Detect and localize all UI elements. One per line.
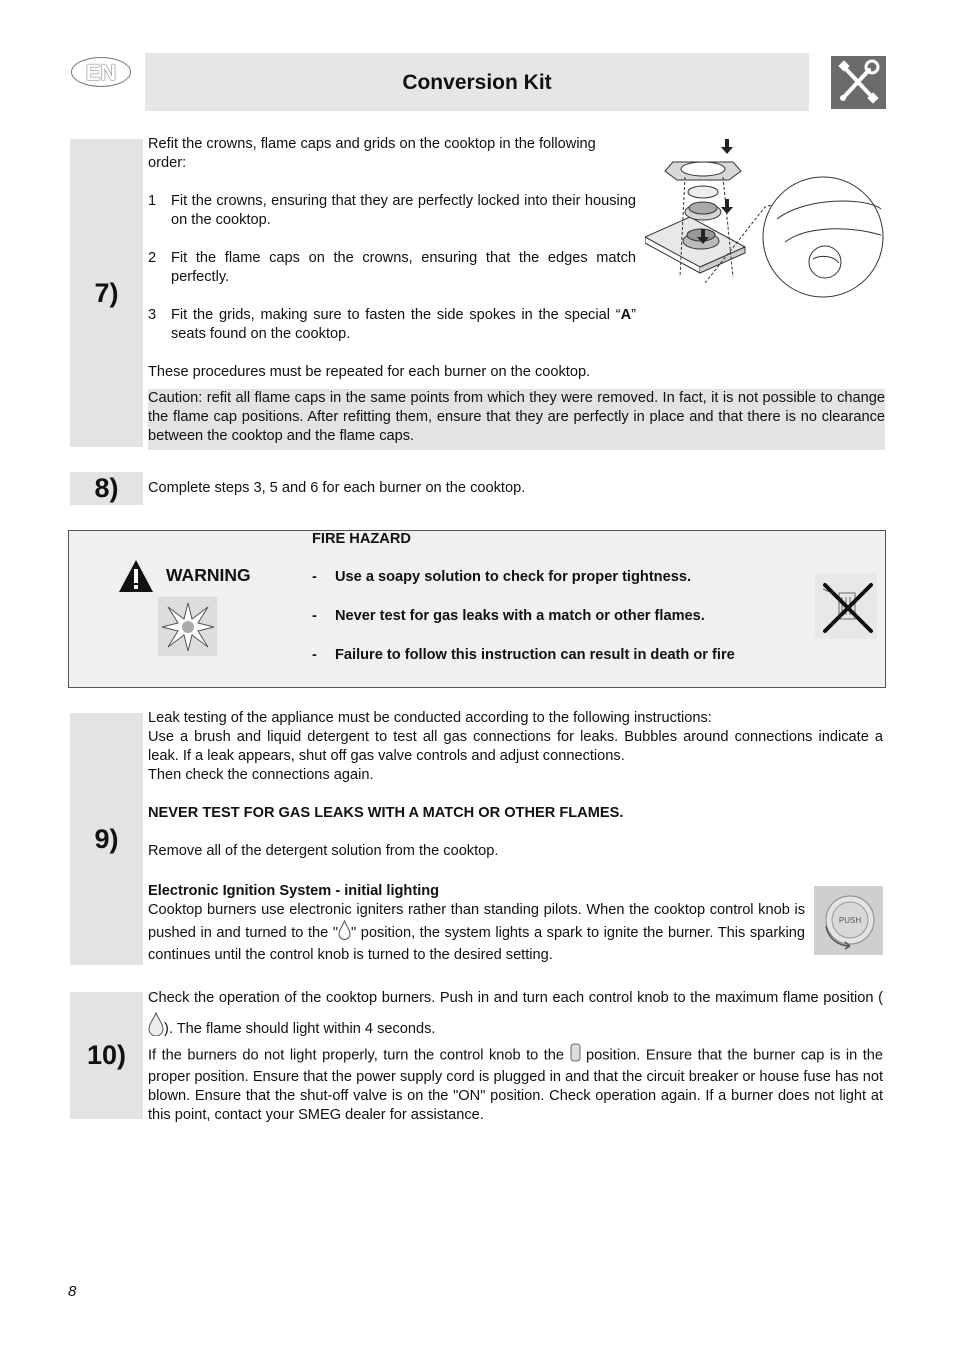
list-item: 2 Fit the flame caps on the crowns, ensuring that the edges match perfectly. bbox=[148, 250, 636, 285]
spark-flame-icon bbox=[338, 920, 351, 946]
ignition-section bbox=[148, 882, 805, 965]
list-item: - Use a soapy solution to check for proper tightness. bbox=[312, 569, 691, 585]
step-9-body: Leak testing of the appliance must be conducted according to the following instructions: Use a brush and liquid detergent to test all gas connections for leaks. Bubbles around connections indicate a leak. If a leak appears, shut off gas valve controls and adjust connections. Then check the connections again. NEVER TEST FOR GAS LEAKS WITH A MATCH OR OTHER FLAMES. Remove all of the detergent solution from the cooktop. bbox=[148, 710, 883, 859]
warning-list bbox=[312, 568, 802, 665]
off-position-icon bbox=[570, 1043, 581, 1068]
burner-assembly-illustration bbox=[645, 137, 887, 309]
push-knob-label: PUSH bbox=[838, 916, 862, 925]
step-10-number: 10) bbox=[70, 992, 143, 1119]
list-item: - Failure to follow this instruction can result in death or fire bbox=[312, 647, 735, 663]
step-10-body: Check the operation of the cooktop burners. Push in and turn each control knob to the maximum flame position (). The flame should light within 4 seconds. If the burners do not light properly, turn the control knob to the position. Ensure that the burner cap is in the proper position. Ensure that the power supply cord is plugged in and that the circuit breaker or house fuse has not blown. Ensure that the shut-off valve is on the "ON" position. Check operation again. If a burner does not light at this point, contact your SMEG dealer for assistance. bbox=[148, 990, 883, 1123]
spacer bbox=[148, 287, 636, 306]
step-7-body bbox=[148, 135, 636, 382]
step-7-intro: Refit the crowns, flame caps and grids on the cooktop in the following order: bbox=[148, 136, 596, 171]
page-title: Conversion Kit bbox=[402, 70, 552, 94]
language-badge: EN bbox=[71, 57, 131, 87]
no-match-test-icon bbox=[815, 573, 877, 639]
spacer bbox=[148, 230, 636, 249]
push-knob-icon bbox=[814, 886, 883, 955]
caution-note: Caution: refit all flame caps in the same points from which they were removed. In fact, it is not possible to change the flame cap positions. After refitting them, ensure that they are perfectly in place and that there is no clearance between the cooktop and the flame caps. bbox=[148, 389, 885, 450]
list-item: 1 Fit the crowns, ensuring that they are perfectly locked into their housing on the cooktop. bbox=[148, 193, 636, 228]
warning-triangle-icon bbox=[118, 559, 154, 593]
explosion-icon bbox=[158, 597, 217, 656]
tools-icon bbox=[831, 56, 886, 109]
max-flame-icon bbox=[148, 1012, 164, 1046]
warning-label: WARNING bbox=[166, 565, 251, 585]
step-7-repeat-note: These procedures must be repeated for each burner on the cooktop. bbox=[148, 364, 591, 380]
page-number: 8 bbox=[68, 1283, 77, 1300]
ignition-title: Electronic Ignition System - initial lighting bbox=[148, 883, 440, 899]
list-item: - Never test for gas leaks with a match or other flames. bbox=[312, 608, 705, 624]
step-7-list bbox=[148, 192, 636, 344]
warning-heading: FIRE HAZARD bbox=[312, 531, 411, 547]
step-7-number: 7) bbox=[70, 139, 143, 447]
never-test-warning: NEVER TEST FOR GAS LEAKS WITH A MATCH OR OTHER FLAMES. bbox=[148, 805, 624, 821]
step-9-number: 9) bbox=[70, 713, 143, 965]
step-8-number: 8) bbox=[70, 472, 143, 505]
page-header bbox=[145, 53, 809, 111]
list-item: 3 Fit the grids, making sure to fasten the side spokes in the special “A” seats found on the cooktop. bbox=[148, 307, 636, 342]
ignition-text: Cooktop burners use electronic igniters rather than standing pilots. When the cooktop control knob is pushed in and turned to the " " position, the system lights a spark to ignite the burner. This sparking continues until the control knob is turned to the desired setting. bbox=[148, 902, 805, 963]
step-8-body: Complete steps 3, 5 and 6 for each burner on the cooktop. bbox=[148, 480, 526, 496]
